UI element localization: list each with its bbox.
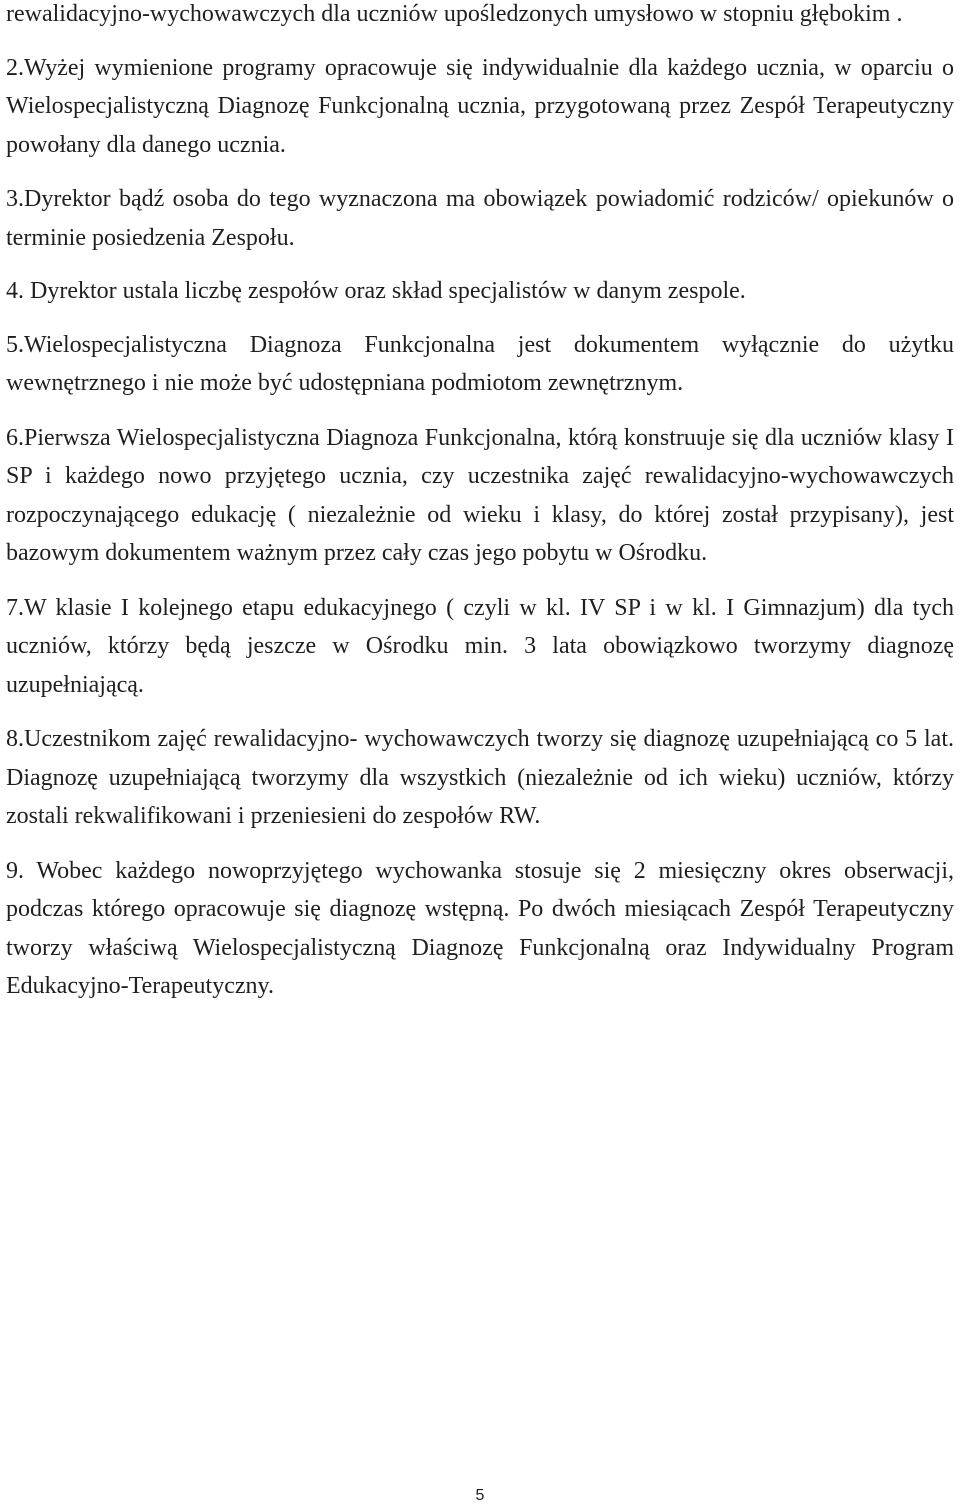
paragraph-5: 5.Wielospecjalistyczna Diagnoza Funkcjonalna jest dokumentem wyłącznie do użytku wewnętrznego i nie może być udostępniana podmiotom zewnętrznym. [6, 331, 954, 396]
page-number: 5 [475, 1487, 485, 1504]
paragraph-6: 6.Pierwsza Wielospecjalistyczna Diagnoza Funkcjonalna, którą konstruuje się dla uczniów klasy I SP i każdego nowo przyjętego ucznia, czy uczestnika zajęć rewalidacyjno-wychowawczych rozpoczynającego edukację ( niezależnie od wieku i klasy, do której został przypisany), jest bazowym dokumentem ważnym przez cały czas jego pobytu w Ośrodku. [6, 424, 954, 566]
paragraph-8: 8.Uczestnikom zajęć rewalidacyjno- wychowawczych tworzy się diagnozę uzupełniającą co 5 lat. Diagnozę uzupełniającą tworzymy dla wszystkich (niezależnie od ich wieku) uczniów, którzy zostali rekwalifikowani i przeniesieni do zespołów RW. [6, 726, 954, 829]
paragraph-7: 7.W klasie I kolejnego etapu edukacyjnego ( czyli w kl. IV SP i w kl. I Gimnazjum) dla tych uczniów, którzy będą jeszcze w Ośrodku min. 3 lata obowiązkowo tworzymy diagnozę uzupełniającą. [6, 594, 954, 698]
paragraph-3: 3.Dyrektor bądź osoba do tego wyznaczona ma obowiązek powiadomić rodziców/ opiekunów o terminie posiedzenia Zespołu. [6, 186, 954, 251]
paragraph-continuation: rewalidacyjno-wychowawczych dla uczniów upośledzonych umysłowo w stopniu głębokim . [6, 1, 903, 27]
paragraph-2: 2.Wyżej wymienione programy opracowuje się indywidualnie dla każdego ucznia, w oparciu o Wielospecjalistyczną Diagnozę Funkcjonalną ucznia, przygotowaną przez Zespół Terapeutyczny powołany dla danego ucznia. [6, 54, 954, 158]
paragraph-9: 9. Wobec każdego nowoprzyjętego wychowanka stosuje się 2 miesięczny okres obserwacji, podczas którego opracowuje się diagnozę wstępną. Po dwóch miesiącach Zespół Terapeutyczny tworzy właściwą Wielospecjalistyczną Diagnozę Funkcjonalną oraz Indywidualny Program Edukacyjno-Terapeutyczny. [6, 857, 954, 999]
paragraph-4: 4. Dyrektor ustala liczbę zespołów oraz skład specjalistów w danym zespole. [6, 278, 746, 304]
document-page [6, 0, 954, 1006]
